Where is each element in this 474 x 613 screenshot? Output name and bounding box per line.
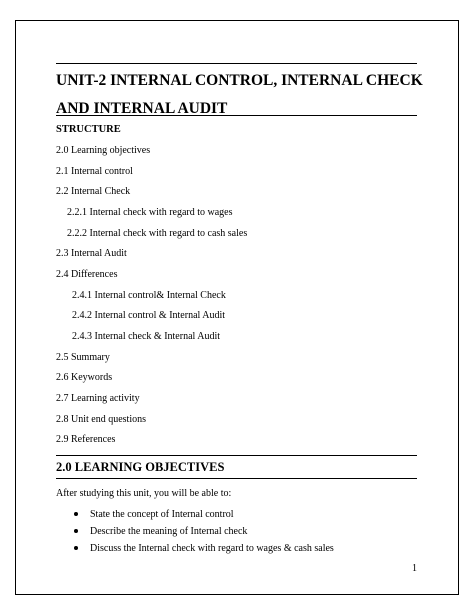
objective-list-item <box>74 509 234 521</box>
structure-item: 2.5 Summary <box>56 352 110 363</box>
objective-text: State the concept of Internal control <box>90 509 234 520</box>
title-top-rule <box>56 63 417 64</box>
objectives-intro: After studying this unit, you will be able to: <box>56 488 232 499</box>
structure-subitem: 2.4.3 Internal check & Internal Audit <box>72 331 221 342</box>
structure-subitem: 2.2.1 Internal check with regard to wages <box>67 207 233 218</box>
structure-item: 2.4 Differences <box>56 269 118 280</box>
objective-list-item <box>74 543 334 555</box>
objective-text: Describe the meaning of Internal check <box>90 526 248 537</box>
objective-list-item <box>74 526 247 538</box>
bullet-icon <box>74 512 78 516</box>
section-top-rule <box>56 455 417 456</box>
section-bottom-rule <box>56 478 417 479</box>
bullet-icon <box>74 546 78 550</box>
structure-item: 2.2 Internal Check <box>56 186 131 197</box>
section-heading: 2.0 LEARNING OBJECTIVES <box>56 460 225 474</box>
structure-item: 2.8 Unit end questions <box>56 414 146 425</box>
structure-subitem: 2.4.1 Internal control& Internal Check <box>72 290 226 301</box>
structure-item: 2.9 References <box>56 434 116 445</box>
structure-subitem: 2.2.2 Internal check with regard to cash sales <box>67 228 248 239</box>
structure-item: 2.3 Internal Audit <box>56 248 127 259</box>
page-number: 1 <box>412 563 417 574</box>
unit-title-line-2: AND INTERNAL AUDIT <box>56 100 228 117</box>
structure-subitem: 2.4.2 Internal control & Internal Audit <box>72 310 226 321</box>
structure-item: 2.0 Learning objectives <box>56 145 151 156</box>
objective-text: Discuss the Internal check with regard to wages & cash sales <box>90 543 334 554</box>
unit-title-line-1: UNIT-2 INTERNAL CONTROL, INTERNAL CHECK <box>56 72 423 89</box>
bullet-icon <box>74 529 78 533</box>
title-bottom-rule <box>56 115 417 116</box>
structure-item: 2.1 Internal control <box>56 166 133 177</box>
structure-item: 2.7 Learning activity <box>56 393 140 404</box>
structure-heading: STRUCTURE <box>56 124 121 135</box>
structure-item: 2.6 Keywords <box>56 372 113 383</box>
